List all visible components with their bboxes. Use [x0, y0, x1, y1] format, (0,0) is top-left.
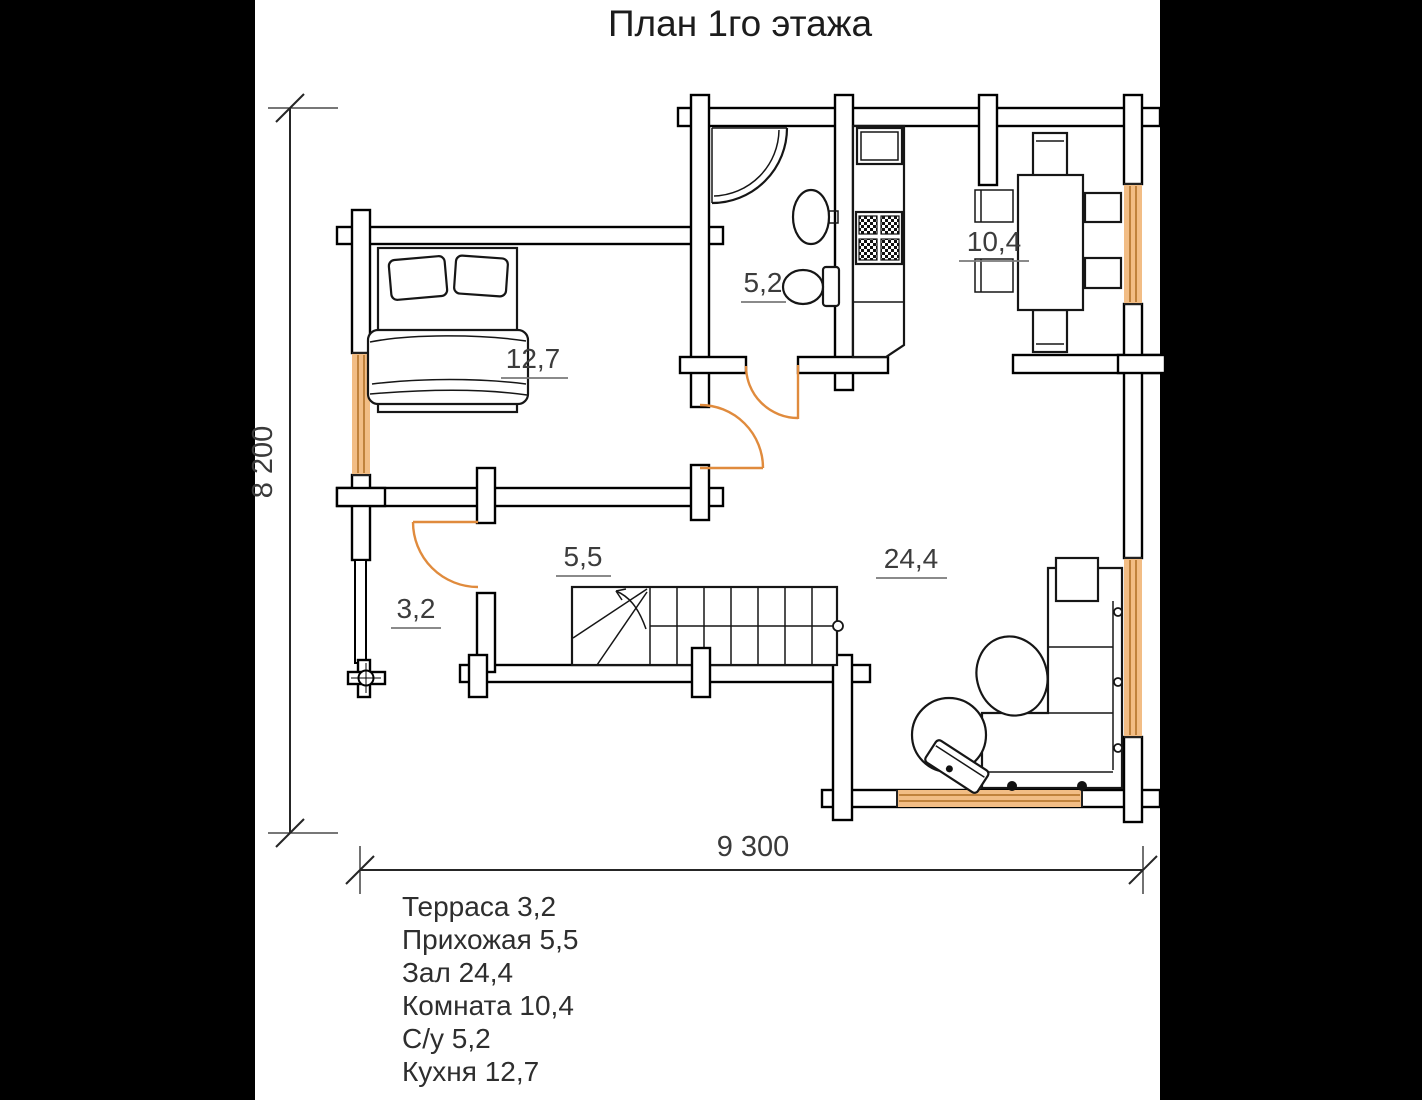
room-label-hall [876, 543, 947, 578]
pillow [454, 255, 509, 297]
hall-bottom-wall [460, 665, 870, 682]
hall-wall-joint-left [469, 655, 487, 697]
chair [1085, 258, 1121, 288]
svg-text:24,4: 24,4 [883, 543, 939, 574]
dining-wall-joint-arm [1118, 355, 1165, 373]
legend-item: С/у 5,2 [402, 1023, 491, 1054]
hall-wall-joint-mid [692, 648, 710, 697]
svg-text:12,7: 12,7 [505, 343, 561, 374]
window-living-right [1124, 558, 1142, 737]
chair [1033, 310, 1067, 352]
room-label-terrace [391, 593, 441, 628]
main-top-wall [678, 108, 1160, 126]
chair [1033, 133, 1067, 177]
svg-text:10,4: 10,4 [966, 226, 1022, 257]
dining-table [1018, 175, 1083, 310]
sofa-armrest [1056, 558, 1098, 601]
dining-partition-wall [979, 95, 997, 185]
terrace-wall-post [477, 468, 495, 523]
legend-item: Терраса 3,2 [402, 891, 557, 922]
page-title: План 1го этажа [607, 3, 873, 44]
svg-text:5,5: 5,5 [563, 541, 603, 572]
legend-item: Комната 10,4 [402, 990, 574, 1021]
height-dimension-label: 8 200 [247, 425, 279, 499]
window-dining-right [1124, 184, 1142, 304]
room-label-bathroom [741, 267, 786, 302]
room-label-kitchen [501, 343, 568, 378]
stove [856, 212, 902, 264]
pillow [388, 256, 447, 301]
svg-text:5,2: 5,2 [743, 267, 783, 298]
bedroom-door-post [691, 465, 709, 520]
bedroom-top-wall [337, 227, 723, 244]
bed [368, 248, 528, 412]
window-living-bottom [897, 790, 1082, 807]
sofa-foot [1007, 781, 1017, 791]
chair [1085, 193, 1121, 222]
middle-wall [337, 488, 723, 506]
legend-item: Прихожая 5,5 [402, 924, 579, 955]
living-notch-wall [833, 655, 852, 820]
toilet [783, 267, 839, 306]
left-wall-joint-arm [337, 488, 385, 506]
left-wall-upper [352, 210, 370, 353]
bathroom-bottom-wall-left [680, 357, 746, 373]
right-wall-middle [1124, 304, 1142, 558]
width-dimension-label: 9 300 [716, 831, 790, 863]
sofa-foot [1077, 781, 1087, 791]
legend-item: Кухня 12,7 [402, 1056, 540, 1087]
legend-item: Зал 24,4 [402, 957, 514, 988]
fridge [857, 128, 902, 164]
right-wall-top [1124, 95, 1142, 184]
svg-text:3,2: 3,2 [396, 593, 436, 624]
bathroom-bottom-wall-right [798, 357, 888, 373]
right-wall-bottom [1124, 737, 1142, 822]
bathroom-right-wall [835, 95, 853, 390]
room-label-room [959, 226, 1029, 261]
terrace-edge [355, 560, 366, 663]
